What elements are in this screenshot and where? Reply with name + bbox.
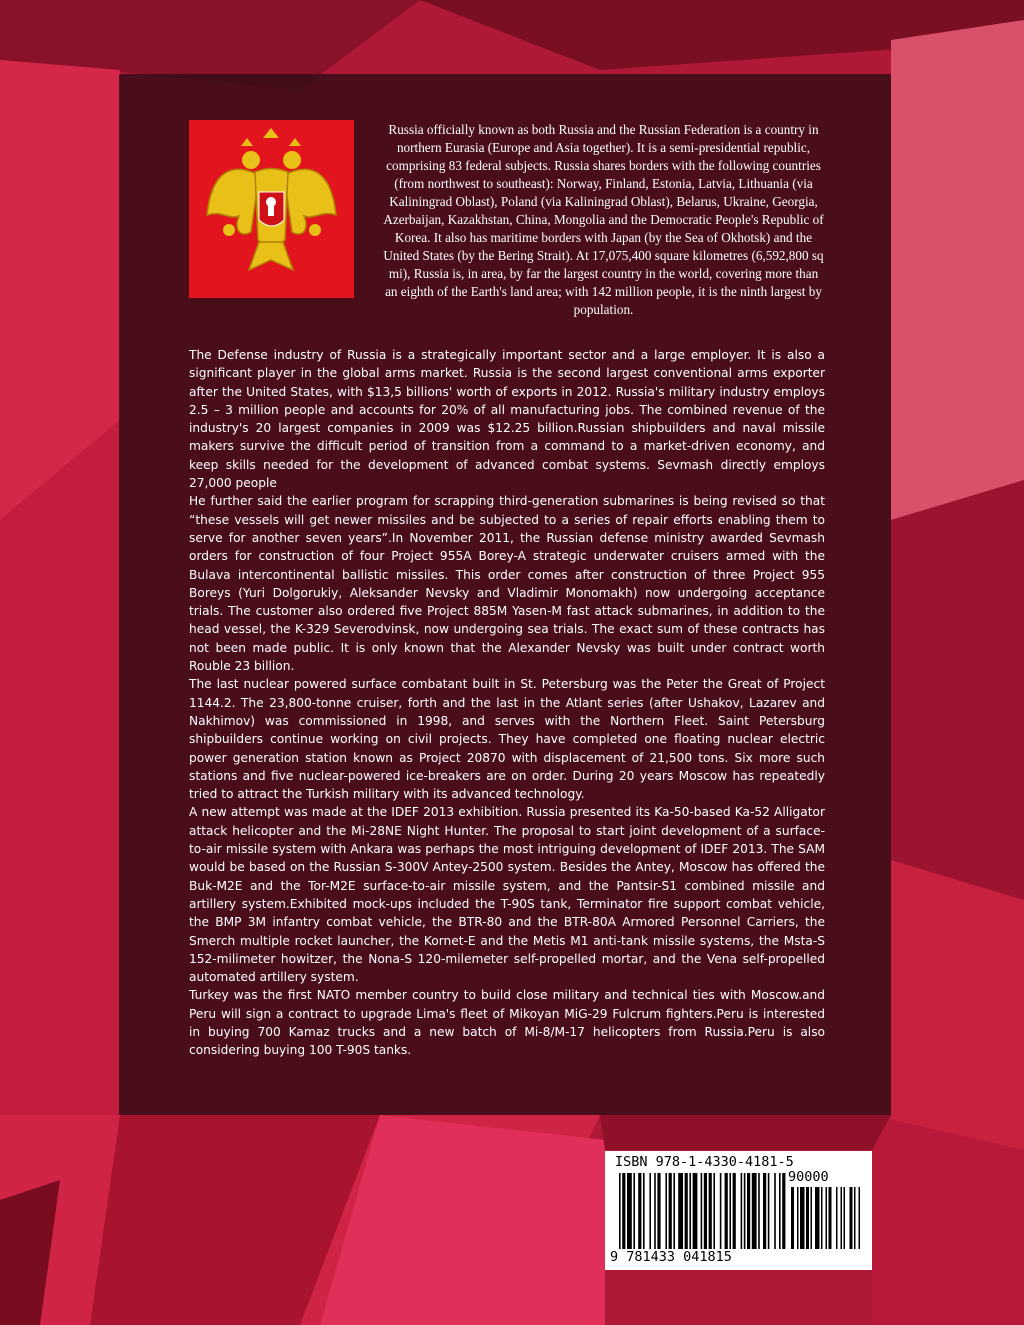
- paragraph: Turkey was the first NATO member country to build close military and technical ties with Moscow.and Peru will sign a contract to upgrade Lima's fleet of Mikoyan MiG-29 Fulcrum fighters.Peru is interested in buying 700 Kamaz trucks and a new batch of Mi-8/M-17 helicopters from Russia.Peru is also considering buying 100 T-90S tanks.: [189, 988, 825, 1058]
- price-code: 90000: [788, 1169, 829, 1185]
- content-panel: [119, 74, 891, 1115]
- intro-text: Russia officially known as both Russia and the Russian Federation is a country in northern Eurasia (Europe and Asia together). It is a semi-presidential republic, comprising 83 federal subjects. Russia shares borders with the following countries (from northwest to southeast): Norway, Finland, Estonia, Latvia, Lithuania (via Kaliningrad Oblast), Poland (via Kaliningrad Oblast), Belarus, Ukraine, Georgia, Azerbaijan, Kazakhstan, China, Mongolia and the Democratic People's Republic of Korea. It also has maritime borders with Japan (by the Sea of Okhotsk) and the United States (by the Bering Strait). At 17,075,400 square kilometres (6,592,800 sq mi), Russia is, in area, by far the largest country in the world, covering more than an eighth of the Earth's land area; with 142 million people, it is the ninth largest by population.: [383, 122, 824, 317]
- paragraph: The last nuclear powered surface combatant built in St. Petersburg was the Peter the Great of Project 1144.2. The 23,800-tonne cruiser, forth and the last in the Atlant series (after Ushakov, Lazarev and Nakhimov) was commissioned in 1998, and serves with the Northern Fleet. Saint Petersburg shipbuilders continue working on civil projects. They have completed one floating nuclear electric power generation station known as Project 20870 with displacement of 21,500 tons. Six more such stations and five nuclear-powered ice-breakers are on order. During 20 years Moscow has repeatedly tried to attract the Turkish military with its advanced technology.: [189, 677, 825, 802]
- paragraph: He further said the earlier program for scrapping third-generation submarines is being revised so that “these vessels will get newer missiles and be subjected to a series of repair efforts enabling them to serve for another seven years”.In November 2011, the Russian defense ministry awarded Sevmash orders for construction of four Project 955A Borey-A strategic underwater cruisers armed with the Bulava intercontinental ballistic missiles. This order comes after construction of three Project 955 Boreys (Yuri Dolgorukiy, Aleksander Nevsky and Vladimir Monomakh) now undergoing acceptance trials. The customer also ordered five Project 885M Yasen-M fast attack submarines, in addition to the head vessel, the K-329 Severodvinsk, now undergoing sea trials. The exact sum of these contracts has not been made public. It is only known that the Alexander Nevsky was built under contract worth Rouble 23 billion.: [189, 494, 825, 674]
- isbn-barcode: [605, 1151, 872, 1270]
- paragraph: The Defense industry of Russia is a strategically important sector and a large employer. It is also a significant player in the global arms market. Russia is the second largest conventional arms exporter after the United States, with $13,5 billions' worth of exports in 2012. Russia's military industry employs 2.5 – 3 million people and accounts for 20% of all manufacturing jobs. The combined revenue of the industry's 20 largest companies in 2009 was $12.25 billion.Russian shipbuilders and naval missile makers survive the difficult period of transition from a command to a market-driven economy, and keep skills needed for the development of advanced combat systems. Sevmash directly employs 27,000 people: [189, 348, 825, 491]
- barcode-digits: 9 781433 041815: [610, 1249, 732, 1265]
- isbn-text: ISBN 978-1-4330-4181-5: [615, 1154, 794, 1170]
- body-text: [189, 346, 825, 1060]
- coat-of-arms-icon: [189, 120, 354, 298]
- paragraph: A new attempt was made at the IDEF 2013 exhibition. Russia presented its Ka-50-based Ka-52 Alligator attack helicopter and the Mi-28NE Night Hunter. The proposal to start joint development of a surface-to-air missile system with Ankara was perhaps the most intriguing development of IDEF 2013. The SAM would be based on the Russian S-300V Antey-2500 system. Besides the Antey, Moscow has offered the Buk-M2E and the Tor-M2E surface-to-air missile system, and the Pantsir-S1 combined missile and artillery system.Exhibited mock-ups included the T-90S tank, Terminator fire support combat vehicle, the BMP 3M infantry combat vehicle, the BTR-80 and the BTR-80A Armored Personnel Carriers, the Smerch multiple rocket launcher, the Kornet-E and the Metis M1 anti-tank missile systems, the Msta-S 152-milimeter howitzer, the Nona-S 120-milemeter self-propelled mortar, and the Vena self-propelled automated artillery system.: [189, 805, 825, 985]
